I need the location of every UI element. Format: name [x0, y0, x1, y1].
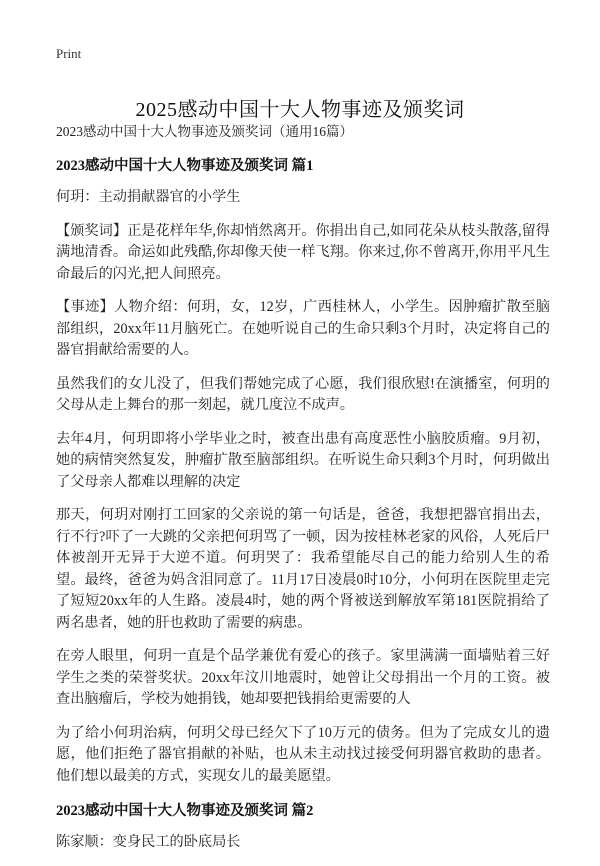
- article-subtitle: 2023感动中国十大人物事迹及颁奖词（通用16篇）: [56, 124, 353, 139]
- person-intro: 何玥：主动捐献器官的小学生: [56, 189, 241, 205]
- article-body: [56, 120, 550, 866]
- print-link[interactable]: Print: [56, 46, 82, 61]
- story-paragraph: 虽然我们的女儿没了，但我们帮她完成了心愿，我们很欣慰!在演播室，何玥的父母从走上舞台的那一刻起，就几度泣不成声。: [56, 375, 550, 413]
- story-paragraph: 【事迹】人物介绍：何玥，女，12岁，广西桂林人，小学生。因肿瘤扩散至脑部组织，20xx年11月脑死亡。在她听说自己的生命只剩3个月时，决定将自己的器官捐献给需要的人。: [56, 299, 550, 358]
- person-intro: 陈家顺：变身民工的卧底局长: [56, 834, 241, 850]
- story-paragraph: 那天，何玥对刚打工回家的父亲说的第一句话是，爸爸，我想把器官捐出去，行不行?吓了一大跳的父亲把何玥骂了一顿，因为按桂林老家的风俗，人死后尸体被剖开无异于大逆不道。何玥哭了：我希望能尽自己的能力给别人生的希望。最终，爸爸为妈含泪同意了。11月17日凌晨0时10分，小何玥在医院里走完了短短20xx年的人生路。凌晨4时，她的两个肾被送到解放军第181医院捐给了两名患者，她的肝也救助了需要的病患。: [56, 507, 550, 631]
- story-paragraph: 为了给小何玥治病，何玥父母已经欠下了10万元的债务。但为了完成女儿的遗愿，他们拒绝了器官捐献的补贴，也从未主动找过接受何玥器官救助的患者。他们想以最美的方式，实现女儿的最美愿望。: [56, 724, 550, 784]
- award-citation: 【颁奖词】正是花样年华,你却悄然离开。你捐出自己,如同花朵从枝头散落,留得满地清香。命运如此残酷,你却像天使一样飞翔。你来过,你不曾离开,你用平凡生命最后的闪光,把人间照亮。: [56, 222, 550, 282]
- section-heading-2: 2023感动中国十大人物事迹及颁奖词 篇2: [56, 803, 314, 819]
- story-paragraph: 去年4月，何玥即将小学毕业之时，被查出患有高度恶性小脑胶质瘤。9月初，她的病情突然复发，肿瘤扩散至脑部组织。在听说生命只剩3个月时，何玥做出了父母亲人都难以理解的决定: [56, 430, 550, 490]
- page-title: 2025感动中国十大人物事迹及颁奖词: [135, 99, 465, 122]
- story-paragraph: 在旁人眼里，何玥一直是个品学兼优有爱心的孩子。家里满满一面墙贴着三好学生之类的荣誉奖状。20xx年汶川地震时，她曾让父母捐出一个月的工资。被查出脑瘤后，学校为她捐钱，她却要把钱捐给更需要的人: [56, 648, 550, 707]
- section-heading-1: 2023感动中国十大人物事迹及颁奖词 篇1: [56, 158, 314, 174]
